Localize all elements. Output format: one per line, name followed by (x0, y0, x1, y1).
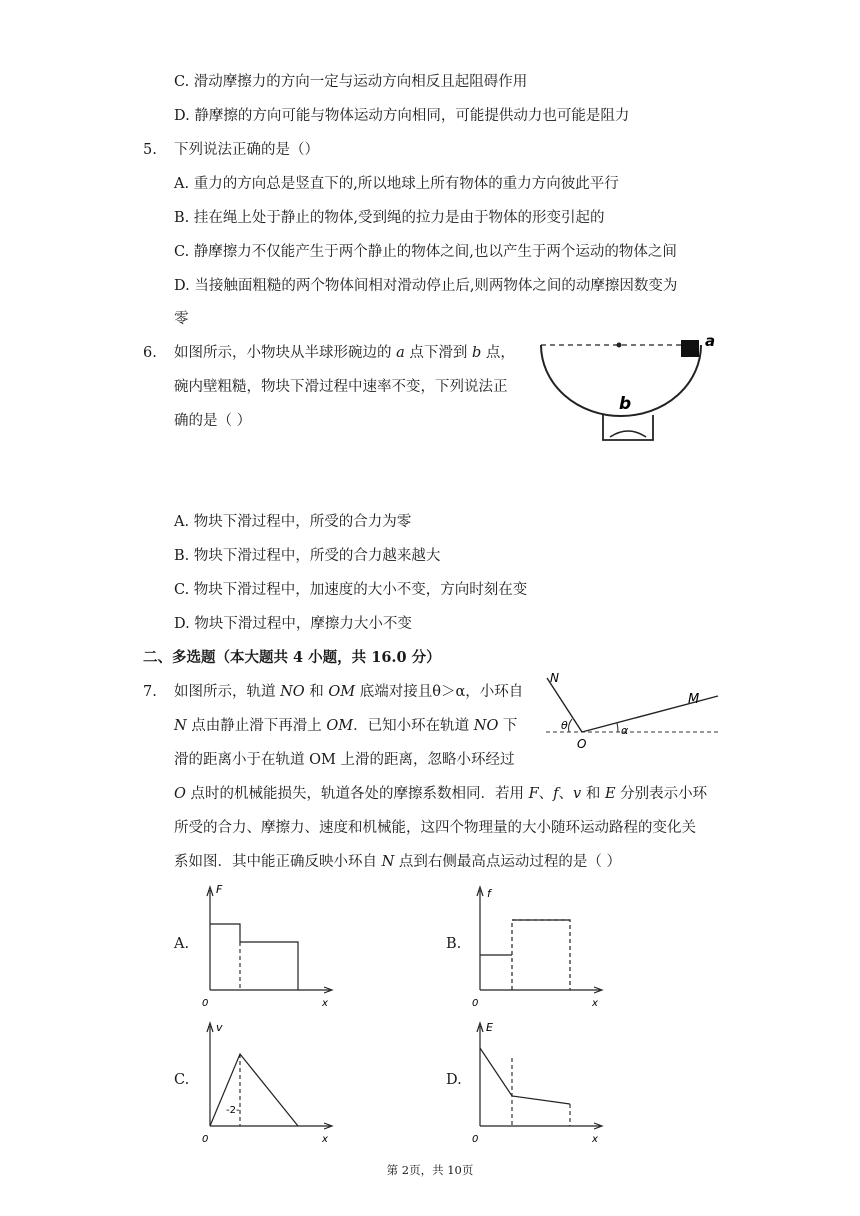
graph-d-ylabel: E (486, 1021, 493, 1034)
graph-c-note: -2- (226, 1105, 240, 1116)
track-label-m: M (688, 692, 700, 707)
graph-a-ylabel: F (216, 883, 223, 896)
graph-b-ylabel: f (487, 887, 491, 900)
q5-option-b: B. 挂在绳上处于静止的物体,受到绳的拉力是由于物体的形变引起的 (174, 210, 605, 226)
q6-option-c: C. 物块下滑过程中，加速度的大小不变，方向时刻在变 (174, 582, 528, 598)
q7-stem-line4: O 点时的机械能损失，轨道各处的摩擦系数相同．若用 F、f、v 和 E 分别表示小环 (174, 786, 708, 802)
q7-stem-line6: 系如图．其中能正确反映小环自 N 点到右侧最高点运动过程的是（ ） (174, 854, 622, 870)
bowl-label-a: a (705, 332, 716, 350)
q7-stem-line3: 滑的距离小于在轨道 OM 上滑的距离，忽略小环经过 (174, 752, 515, 768)
q5-option-c: C. 静摩擦力不仅能产生于两个静止的物体之间,也以产生于两个运动的物体之间 (174, 244, 677, 260)
bowl-label-b: b (619, 394, 632, 414)
q4-option-c: C. 滑动摩擦力的方向一定与运动方向相反且起阻碍作用 (174, 74, 528, 90)
page-footer: 第 2页，共 10页 (386, 1163, 474, 1177)
graph-c-ylabel: v (216, 1021, 223, 1034)
graph-d-xlabel: x (592, 1134, 598, 1145)
track-label-n: N (550, 671, 559, 685)
graph-d-origin: 0 (472, 1134, 479, 1145)
graph-c (198, 1018, 340, 1148)
q5-option-d-cont: 零 (174, 311, 189, 327)
graph-c-origin: 0 (202, 1134, 209, 1145)
choice-c-label: C. (174, 1072, 190, 1088)
graph-b-origin: 0 (472, 998, 479, 1009)
graph-a-origin: 0 (202, 998, 209, 1009)
choice-a-label: A. (174, 936, 190, 952)
graph-b-xlabel: x (592, 998, 598, 1009)
track-label-theta: θ (561, 719, 568, 732)
graph-a (198, 882, 340, 1012)
q6-option-a: A. 物块下滑过程中，所受的合力为零 (174, 514, 412, 530)
q5-option-a: A. 重力的方向总是竖直下的,所以地球上所有物体的重力方向彼此平行 (174, 176, 619, 192)
q7-stem-line1: 如图所示，轨道 NO 和 OM 底端对接且θ＞α，小环自 (174, 684, 524, 700)
q6-stem-line3: 确的是（ ） (174, 413, 252, 429)
bowl-figure (535, 325, 725, 450)
graph-c-xlabel: x (322, 1134, 328, 1145)
q5-option-d: D. 当接触面粗糙的两个物体间相对滑动停止后,则两物体之间的动摩擦因数变为 (174, 278, 678, 294)
graph-d (468, 1018, 610, 1148)
q6-option-d: D. 物块下滑过程中，摩擦力大小不变 (174, 616, 412, 632)
q6-stem-line2: 碗内壁粗糙，物块下滑过程中速率不变，下列说法正 (174, 379, 508, 395)
graph-a-xlabel: x (322, 998, 328, 1009)
q6-option-b: B. 物块下滑过程中，所受的合力越来越大 (174, 548, 441, 564)
choice-d-label: D. (446, 1072, 462, 1088)
q7-number: 7. (143, 684, 157, 700)
q5-stem: 下列说法正确的是（） (174, 142, 319, 158)
q6-stem-line1: 如图所示，小物块从半球形碗边的 a 点下滑到 b 点， (174, 345, 515, 361)
track-figure (538, 668, 723, 752)
q7-stem-line2: N 点由静止滑下再滑上 OM．已知小环在轨道 NO 下 (174, 718, 518, 734)
section-heading: 二、多选题（本大题共 4 小题，共 16.0 分） (143, 649, 441, 666)
choice-b-label: B. (446, 936, 462, 952)
q7-stem-line5: 所受的合力、摩擦力、速度和机械能，这四个物理量的大小随环运动路程的变化关 (174, 820, 696, 836)
q5-number: 5. (143, 142, 157, 158)
track-label-alpha: α (621, 724, 629, 737)
q4-option-d: D. 静摩擦的方向可能与物体运动方向相同，可能提供动力也可能是阻力 (174, 108, 630, 124)
q6-number: 6. (143, 345, 157, 361)
track-label-o: O (577, 737, 587, 751)
graph-b (468, 882, 610, 1012)
